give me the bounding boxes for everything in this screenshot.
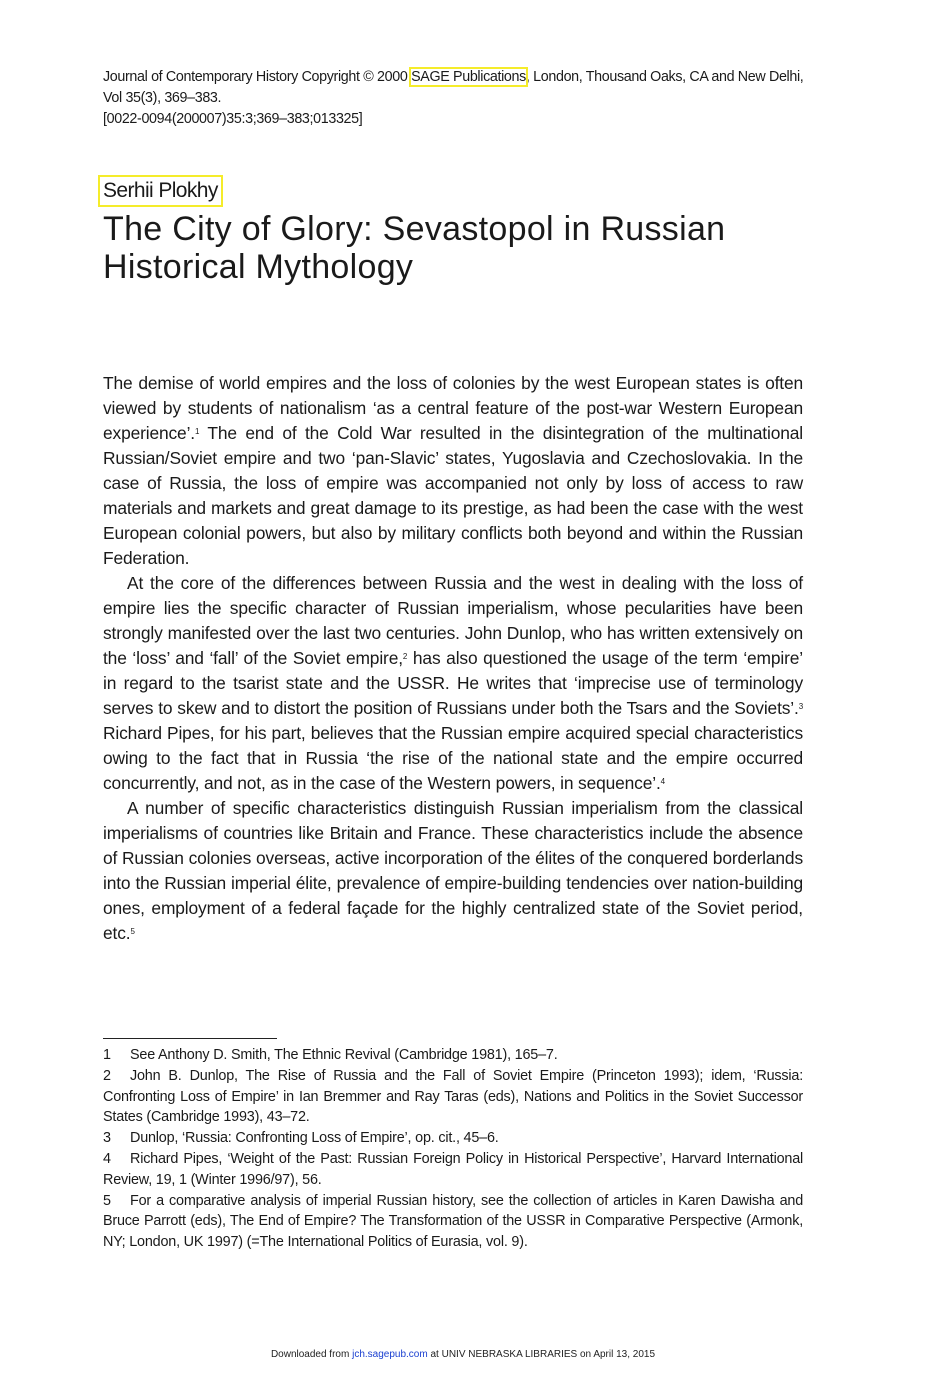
paragraph-2-text-b: has also questioned the usage of the term ‘empire’ in regard to the tsarist state and the USSR. He writes that ‘imprecise use of terminology serves to skew and to distort the position of Russians under both the Tsars and the Soviets’. [103, 648, 804, 718]
footnote-divider [103, 1038, 277, 1039]
paragraph-2-text-a: At the core of the differences between Russia and the west in dealing with the loss of empire lies the specific character of Russian imperialism, whose pecularities have been strongly manifested over the last two centuries. John Dunlop, who has written extensively on the ‘loss’ and ‘fall’ of the Soviet empire, [103, 573, 803, 668]
title-line-1: The City of Glory: Sevastopol in Russian [103, 210, 726, 248]
footnote-ref-2: 2 [402, 652, 408, 661]
footnote-ref-3: 3 [798, 702, 803, 711]
footnote-text: John B. Dunlop, The Rise of Russia and the Fall of Soviet Empire (Princeton 1993); idem, ‘Russia: Confronting Loss of Empire’ in Ian Bremmer and Ray Taras (eds), Nations and Politics in the Soviet Successor States (Cambridge 1993), 43–72. [103, 1067, 803, 1126]
author-name: Serhii Plokhy [100, 177, 221, 205]
footnote-ref-1: 1 [194, 427, 200, 436]
paragraph-1-text-b: The end of the Cold War resulted in the disintegration of the multinational Russian/Soviet empire and two ‘pan-Slavic’ states, Yugoslavia and Czechoslovakia. In the case of Russia, the loss of empire was accompanied not only by loss of access to raw materials and markets and great damage to its prestige, as had been the case with the west European colonial powers, but also by military conflicts both beyond and within the Russian Federation. [103, 423, 803, 568]
footnote-number: 4 [103, 1150, 111, 1167]
article-body [103, 371, 803, 946]
footnote-1 [103, 1045, 803, 1066]
journal-citation-text: Journal of Contemporary History Copyright © 2000 [103, 69, 412, 85]
paragraph-1 [103, 371, 803, 571]
footnote-3 [103, 1128, 803, 1149]
publisher-name: SAGE Publications [411, 69, 526, 85]
footer-text-pre: Downloaded from [270, 1349, 353, 1360]
footnote-number: 2 [103, 1067, 111, 1084]
footnote-text: See Anthony D. Smith, The Ethnic Revival (Cambridge 1981), 165–7. [130, 1047, 558, 1063]
footnote-number: 5 [103, 1192, 111, 1209]
footnote-ref-4: 4 [660, 777, 665, 786]
journal-citation-rest: , London, Thousand Oaks, CA and New Delhi, Vol 35(3), 369–383. [103, 69, 804, 106]
download-footer [0, 1349, 926, 1361]
footnote-4 [103, 1149, 803, 1191]
footer-link[interactable]: jch.sagepub.com [352, 1349, 428, 1360]
footnote-text: Dunlop, ‘Russia: Confronting Loss of Empire’, op. cit., 45–6. [130, 1130, 499, 1147]
paragraph-1-text-a: The demise of world empires and the loss of colonies by the west European states is often viewed by students of nationalism ‘as a central feature of the post-war Western European experience’. [103, 373, 803, 443]
paragraph-2 [103, 571, 803, 796]
footnote-5 [103, 1191, 803, 1253]
footnote-number: 3 [103, 1130, 111, 1147]
journal-identifier: [0022-0094(200007)35:3;369–383;013325] [103, 111, 363, 127]
footnote-2 [103, 1066, 803, 1128]
paragraph-3-text: A number of specific characteristics distinguish Russian imperialism from the classical imperialisms of countries like Britain and France. These characteristics include the absence of Russian colonies overseas, active incorporation of the élites of the conquered borderlands into the Russian imperial élite, prevalence of empire-building tendencies over nation-building ones, employment of a federal façade for the highly centralized state of the Soviet period, etc. [103, 798, 803, 943]
journal-header [103, 67, 808, 130]
article-title [103, 210, 823, 286]
footnote-number: 1 [103, 1047, 111, 1063]
footnotes [103, 1045, 803, 1253]
title-line-2: Historical Mythology [103, 248, 414, 286]
footnote-text: For a comparative analysis of imperial Russian history, see the collection of articles in Karen Dawisha and Bruce Parrott (eds), The End of Empire? The Transformation of the USSR in Comparative Perspective (Armonk, NY; London, UK 1997) (=The International Politics of Eurasia, vol. 9). [103, 1192, 803, 1251]
footnote-text: Richard Pipes, ‘Weight of the Past: Russian Foreign Policy in Historical Perspective’, Harvard International Review, 19, 1 (Winter 1996/97), 56. [103, 1150, 803, 1188]
paragraph-2-text-c: Richard Pipes, for his part, believes that the Russian empire acquired special characteristics owing to the fact that in Russia ‘the rise of the national state and the empire occurred concurrently, and not, as in the case of the Western powers, in sequence’. [103, 723, 803, 793]
footer-text-post: at UNIV NEBRASKA LIBRARIES on April 13, 2015 [427, 1349, 656, 1360]
footnote-ref-5: 5 [130, 927, 135, 936]
paragraph-3 [103, 796, 803, 946]
